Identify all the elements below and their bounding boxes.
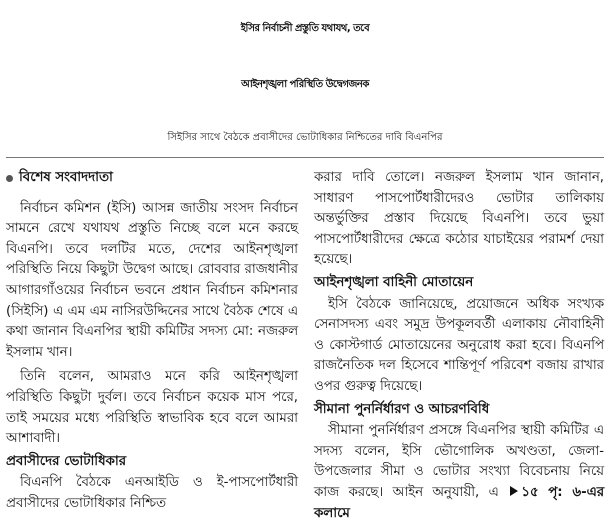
continuation-arrow-icon	[510, 486, 518, 496]
paragraph-text: সীমানা পুনর্নির্ধারণ প্রসঙ্গে বিএনপির স্থায়ী কমিটির এ সদস্য বলেন, ইসি ভৌগোলিক অখণ্ডতা, জেলা-উপজেলার সীমা ও ভোটার সংখ্যা বিবেচনায় নিয়ে কাজ করছে। আইন অনুযায়ী, এ	[314, 423, 604, 500]
subheadline: সিইসির সাথে বৈঠকে প্রবাসীদের ভোটাধিকার নিশ্চিতের দাবি বিএনপির	[167, 132, 443, 143]
divider	[6, 157, 604, 158]
paragraph: নির্বাচন কমিশন (ইসি) আসন্ন জাতীয় সংসদ নির্বাচন সামনে রেখে যথাযথ প্রস্তুতি নিচ্ছে বলে মনে করছে বিএনপি। তবে দলটির মতে, দেশের আইনশৃঙ্খলা পরিস্থিতি নিয়ে কিছুটা উদ্বেগ আছে। রোববার রাজধানীর আগারগাঁওয়ের নির্বাচন ভবনে প্রধান নির্বাচন কমিশনার (সিইসি) এ এম এম নাসিরউদ্দিনের সাথে বৈঠক শেষে এ কথা জানান বিএনপির স্থায়ী কমিটির সদস্য মো: নজরুল ইসলাম খান।	[6, 200, 298, 360]
continuation-note[interactable]: ১৫ পৃ: ৬-এর কলামে	[314, 484, 605, 521]
section-heading: আইনশৃঙ্খলা বাহিনী মোতায়েন	[314, 274, 474, 290]
paragraph: ইসি বৈঠকে জানিয়েছে, প্রয়োজনে অধিক সংখ্যক সেনাসদস্য এবং সমুদ্র উপকূলবর্তী এলাকায় নৌবাহিনী ও কোস্টগার্ড মোতায়েনের অনুরোধ করা হবে। বিএনপি রাজনৈতিক দল হিসেবে শান্তিপূর্ণ পরিবেশ বজায় রাখার ওপর গুরুত্ব দিয়েছে।	[314, 296, 604, 394]
bullet-icon	[6, 175, 13, 182]
byline-text: বিশেষ সংবাদদাতা	[19, 170, 113, 185]
paragraph	[314, 421, 604, 524]
right-column	[314, 168, 604, 524]
left-column	[6, 168, 298, 515]
paragraph: তিনি বলেন, আমরাও মনে করি আইনশৃঙ্খলা পরিস্থিতি কিছুটা দুর্বল। তবে নির্বাচন কয়েক মাস পরে, তাই সময়ের মধ্যে পরিস্থিতি স্বাভাবিক হবে বলে আমরা আশাবাদী।	[6, 369, 298, 447]
section-heading: প্রবাসীদের ভোটাধিকার	[6, 453, 127, 469]
paragraph: করার দাবি তোলে। নজরুল ইসলাম খান জানান, সাধারণ পাসপোর্টধারীদেরও ভোটার তালিকায় অন্তর্ভুক্তির প্রস্তাব দিয়েছে বিএনপি। তবে ভুয়া পাসপোর্টধারীদের ক্ষেত্রে কঠোর যাচাইয়ের পরামর্শ দেয়া হয়েছে।	[314, 170, 604, 268]
headline-line-1: ইসির নির্বাচনী প্রস্তুতি যথাযথ, তবে	[240, 23, 370, 34]
paragraph: বিএনপি বৈঠকে এনআইডি ও ই-পাসপোর্টধারী প্রবাসীদের ভোটাধিকার নিশ্চিত	[6, 475, 298, 511]
byline	[6, 168, 298, 189]
headline-line-2: আইনশৃঙ্খলা পরিস্থিতি উদ্বেগজনক	[241, 79, 369, 90]
section-heading: সীমানা পুনর্নির্ধারণ ও আচরণবিধি	[314, 401, 490, 417]
